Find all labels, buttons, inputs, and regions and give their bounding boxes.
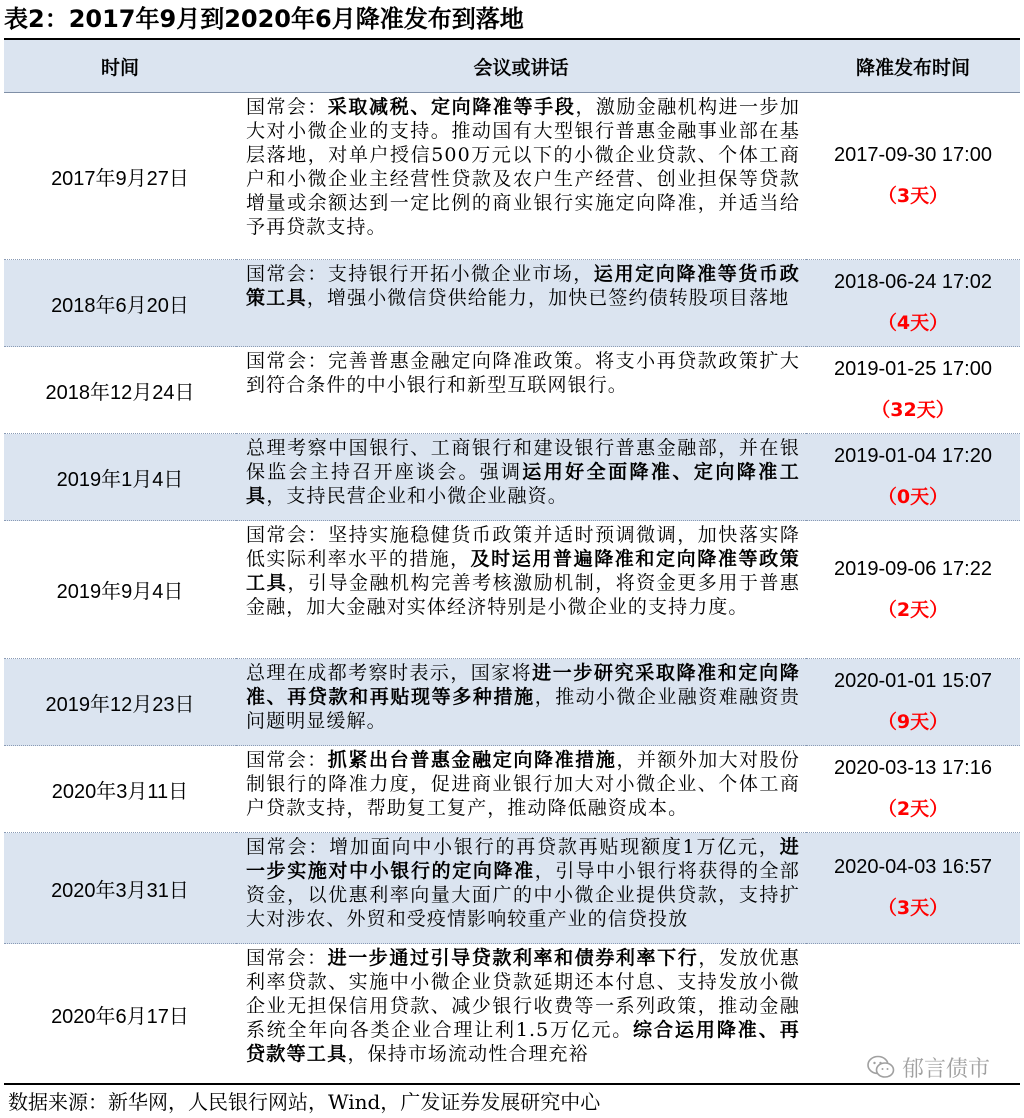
meeting-text: ，引导金融机构完善考核激励机制，将资金更多用于普惠金融，加大金融对实体经济特别是小微企业的支持力度。 xyxy=(246,572,800,618)
days-to-release: （4天） xyxy=(877,312,949,334)
row-meeting-text xyxy=(236,659,806,746)
emphasis-text: 运用定向降准等货币政策工具 xyxy=(246,263,800,309)
meeting-text: 国常会：坚持实施稳健货币政策并适时预调微调，加快落实降低实际利率水平的措施， xyxy=(246,524,800,570)
meeting-text: 国常会：支持银行开拓小微企业市场， xyxy=(246,263,594,285)
row-date: 2019年1月4日 xyxy=(4,434,236,521)
days-to-release: （2天） xyxy=(877,598,949,621)
bottom-rule xyxy=(4,1083,1020,1085)
meeting-text: ，发放优惠利率贷款、实施中小微企业贷款延期还本付息、支持发放小微企业无担保信用贷款、减少银行收费等一系列政策，推动金融系统全年向各类企业合理让利1.5万亿元。 xyxy=(246,947,800,1041)
meeting-text: ，并额外加大对股份制银行的降准力度，促进商业银行加大对小微企业、个体工商户贷款支持，帮助复工复产，推动降低融资成本。 xyxy=(246,749,801,819)
release-time: 2020-01-01 15:07 xyxy=(834,670,992,692)
row-meeting-text xyxy=(236,833,806,944)
rrr-cut-table xyxy=(4,40,1020,1085)
header-date: 时间 xyxy=(4,40,236,93)
emphasis-text: 综合运用降准、再贷款等工具 xyxy=(246,1019,801,1065)
days-to-release: （3天） xyxy=(877,185,949,207)
meeting-text: ，增强小微信贷供给能力，加快已签约债转股项目落地 xyxy=(306,287,790,309)
row-release xyxy=(806,746,1020,833)
row-date: 2020年3月31日 xyxy=(4,833,236,944)
table-row xyxy=(4,833,1020,944)
data-source-note: 数据来源：新华网，人民银行网站，Wind，广发证券发展研究中心 xyxy=(8,1090,601,1114)
table-row xyxy=(4,746,1020,833)
row-release xyxy=(806,93,1020,260)
emphasis-text: 运用好全面降准、定向降准工具 xyxy=(246,461,800,507)
row-meeting-text xyxy=(236,521,806,659)
row-meeting-text xyxy=(236,260,806,347)
meeting-text: ，引导中小银行将获得的全部资金，以优惠利率向量大面广的中小微企业提供贷款，支持扩大对涉农、外贸和受疫情影响较重产业的信贷投放 xyxy=(246,860,800,930)
meeting-text: 国常会： xyxy=(246,96,328,118)
row-meeting-text xyxy=(236,93,806,260)
row-meeting-text xyxy=(236,434,806,521)
row-release xyxy=(806,434,1020,521)
release-time: 2019-01-04 17:20 xyxy=(834,445,992,467)
meeting-text: 国常会： xyxy=(246,947,328,969)
meeting-text: 国常会：增加面向中小银行的再贷款再贴现额度1万亿元， xyxy=(246,836,780,858)
header-release-time: 降准发布时间 xyxy=(806,40,1020,93)
row-release xyxy=(806,347,1020,434)
release-time: 2018-06-24 17:02 xyxy=(834,271,992,293)
watermark xyxy=(866,1052,990,1082)
row-date: 2018年6月20日 xyxy=(4,260,236,347)
table-row xyxy=(4,659,1020,746)
release-time: 2020-04-03 16:57 xyxy=(834,856,992,878)
meeting-text: ，激励金融机构进一步加大对小微企业的支持。推动国有大型银行普惠金融事业部在基层落地，对单户授信500万元以下的小微企业贷款、个体工商户和小微企业主经营性贷款及农户生产经营、创业担保等贷款增量或余额达到一定比例的商业银行实施定向降准，并适当给予再贷款支持。 xyxy=(246,96,800,238)
meeting-text: 总理在成都考察时表示，国家将 xyxy=(246,662,533,684)
release-time: 2019-09-06 17:22 xyxy=(834,557,992,580)
row-release xyxy=(806,659,1020,746)
table-row xyxy=(4,521,1020,659)
days-to-release: （0天） xyxy=(877,486,949,508)
row-date: 2017年9月27日 xyxy=(4,93,236,260)
meeting-text: ，支持民营企业和小微企业融资。 xyxy=(266,485,568,507)
days-to-release: （3天） xyxy=(877,897,949,919)
row-release xyxy=(806,260,1020,347)
row-date: 2020年6月17日 xyxy=(4,944,236,1085)
emphasis-text: 采取减税、定向降准等手段 xyxy=(327,96,576,118)
row-date: 2019年12月23日 xyxy=(4,659,236,746)
meeting-text: ，推动小微企业融资难融资贵问题明显缓解。 xyxy=(246,686,800,732)
emphasis-text: 进一步研究采取降准和定向降准、再贷款和再贴现等多种措施 xyxy=(246,662,801,708)
days-to-release: （32天） xyxy=(871,399,955,421)
release-time: 2017-09-30 17:00 xyxy=(834,144,992,166)
row-meeting-text xyxy=(236,347,806,434)
wechat-icon xyxy=(866,1054,896,1080)
header-meeting: 会议或讲话 xyxy=(236,40,806,93)
row-date: 2020年3月11日 xyxy=(4,746,236,833)
table-title: 表2：2017年9月到2020年6月降准发布到落地 xyxy=(4,5,524,33)
table-row xyxy=(4,260,1020,347)
meeting-text: 总理考察中国银行、工商银行和建设银行普惠金融部，并在银保监会主持召开座谈会。强调 xyxy=(246,437,800,483)
row-date: 2018年12月24日 xyxy=(4,347,236,434)
table-row xyxy=(4,93,1020,260)
row-meeting-text xyxy=(236,944,806,1085)
emphasis-text: 进一步实施对中小银行的定向降准 xyxy=(246,836,800,882)
emphasis-text: 抓紧出台普惠金融定向降准措施 xyxy=(327,749,617,771)
row-release xyxy=(806,521,1020,659)
meeting-text: 国常会： xyxy=(246,749,328,771)
header-row xyxy=(4,40,1020,93)
meeting-text: ，保持市场流动性合理充裕 xyxy=(347,1043,589,1065)
row-release xyxy=(806,833,1020,944)
table-row xyxy=(4,347,1020,434)
table-row xyxy=(4,434,1020,521)
emphasis-text: 及时运用普遍降准和定向降准等政策工具 xyxy=(246,548,800,594)
watermark-text: 郁言债市 xyxy=(901,1056,990,1082)
release-time: 2019-01-25 17:00 xyxy=(834,358,992,380)
emphasis-text: 进一步通过引导贷款利率和债券利率下行 xyxy=(327,947,699,969)
row-date: 2019年9月4日 xyxy=(4,521,236,659)
release-time: 2020-03-13 17:16 xyxy=(834,757,992,779)
days-to-release: （2天） xyxy=(877,798,949,820)
row-meeting-text xyxy=(236,746,806,833)
days-to-release: （9天） xyxy=(877,711,949,733)
meeting-text: 国常会：完善普惠金融定向降准政策。将支小再贷款政策扩大到符合条件的中小银行和新型互联网银行。 xyxy=(246,350,800,396)
